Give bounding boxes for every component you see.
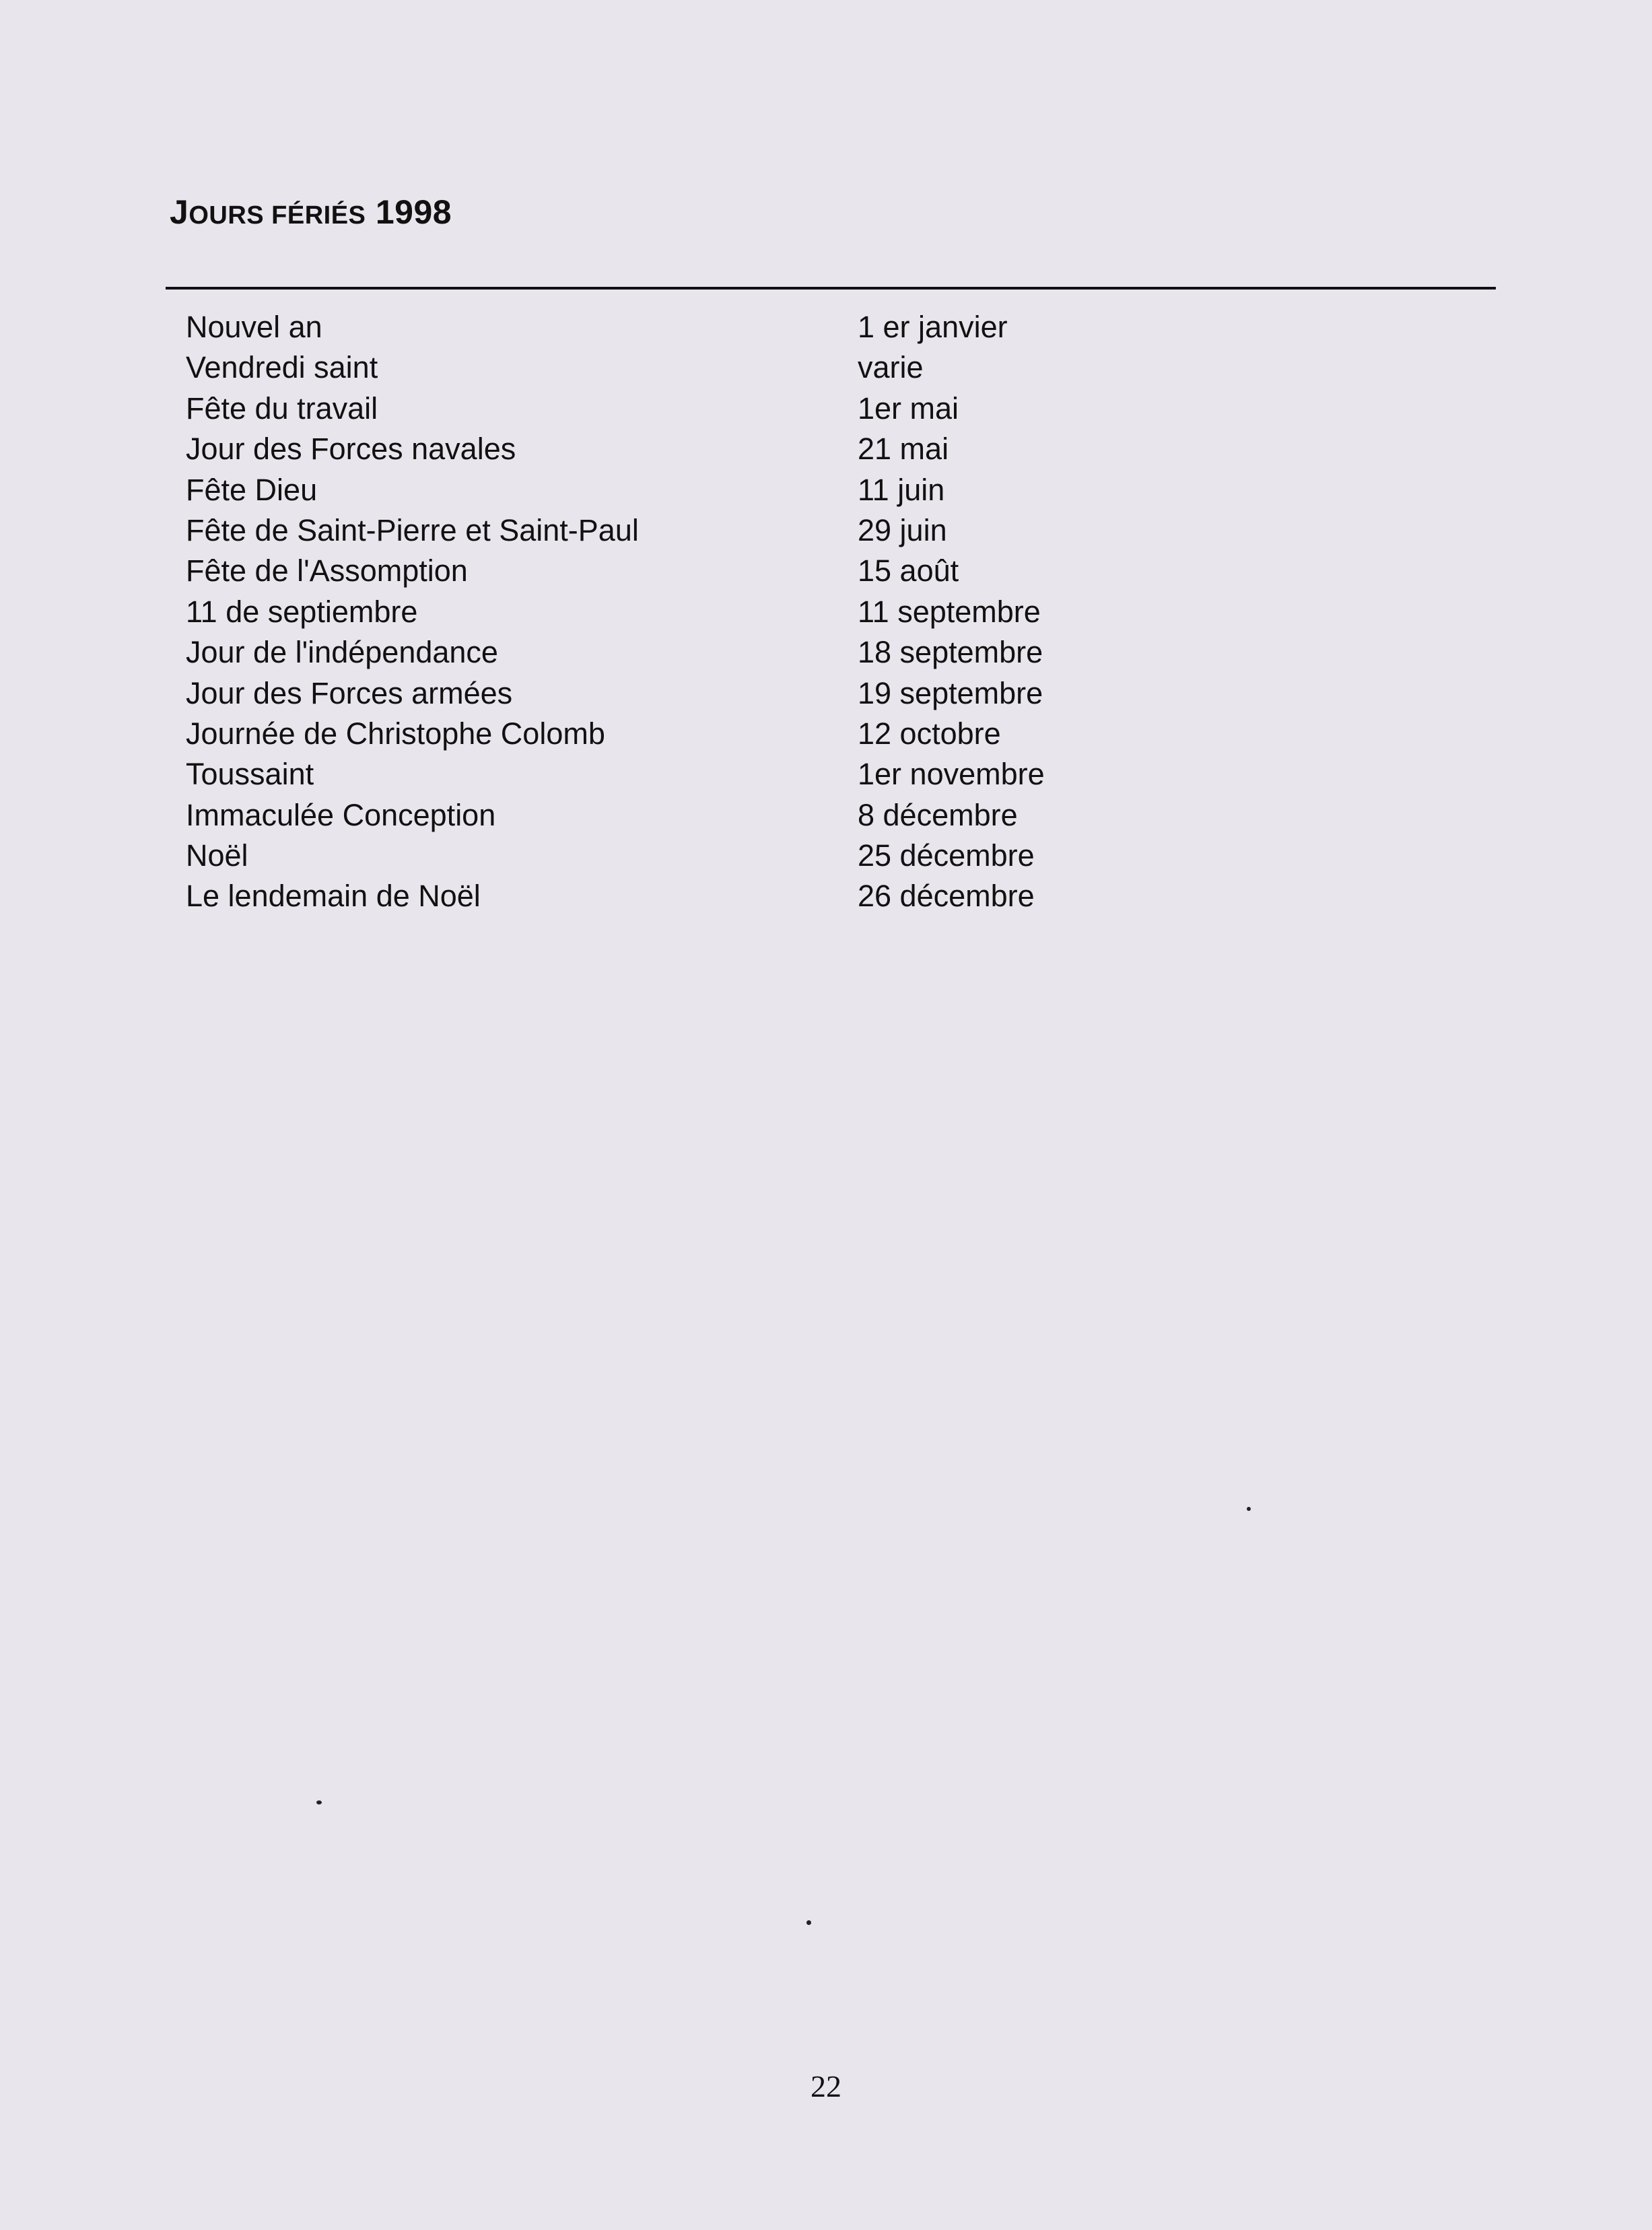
page-number: 22 <box>811 2069 841 2103</box>
holiday-name: Le lendemain de Noël <box>186 879 481 914</box>
title-year: 1998 <box>375 193 452 231</box>
holiday-name: Fête de Saint-Pierre et Saint-Paul <box>186 512 639 547</box>
holiday-date: 29 juin <box>858 512 947 547</box>
holiday-date: 19 septembre <box>858 675 1043 710</box>
title-initial: J <box>170 193 189 231</box>
holiday-name: Fête Dieu <box>186 472 318 507</box>
holiday-row <box>186 429 1128 469</box>
holiday-date: 1 er janvier <box>858 310 1008 344</box>
holiday-name: Journée de Christophe Colomb <box>186 716 605 751</box>
holiday-name: Jour des Forces armées <box>186 675 513 710</box>
holiday-row <box>186 754 1128 795</box>
scan-speck <box>806 1920 811 1925</box>
page-title <box>170 193 452 232</box>
holiday-name: Nouvel an <box>186 310 322 344</box>
holiday-row <box>186 795 1128 836</box>
holiday-name: Jour de l'indépendance <box>186 635 498 670</box>
holiday-row <box>186 714 1128 754</box>
scan-speck <box>1247 1507 1251 1511</box>
holiday-date: 18 septembre <box>858 635 1043 670</box>
holiday-row <box>186 592 1128 632</box>
holiday-name: 11 de septiembre <box>186 594 418 629</box>
holiday-row <box>186 876 1128 916</box>
holiday-date: 21 mai <box>858 432 949 467</box>
holiday-name: Toussaint <box>186 757 314 792</box>
holiday-row <box>186 673 1128 714</box>
holiday-date: varie <box>858 350 924 385</box>
holiday-row <box>186 632 1128 673</box>
holiday-row <box>186 388 1128 429</box>
holiday-date: 12 octobre <box>858 716 1001 751</box>
holiday-row <box>186 836 1128 876</box>
holiday-name: Fête de l'Assomption <box>186 553 468 588</box>
holiday-date: 25 décembre <box>858 838 1035 873</box>
holiday-name: Jour des Forces navales <box>186 432 516 467</box>
holiday-date: 15 août <box>858 553 959 588</box>
holiday-name: Immaculée Conception <box>186 797 496 832</box>
holiday-name: Fête du travail <box>186 391 378 426</box>
title-rest: OURS FÉRIÉS <box>188 201 366 230</box>
holiday-date: 8 décembre <box>858 797 1018 832</box>
holiday-row <box>186 347 1128 388</box>
holiday-date: 26 décembre <box>858 879 1035 914</box>
holiday-date: 1er mai <box>858 391 959 426</box>
holiday-list <box>186 307 1128 917</box>
holiday-name: Vendredi saint <box>186 350 378 385</box>
title-divider <box>166 287 1496 290</box>
holiday-row <box>186 551 1128 591</box>
holiday-date: 11 septembre <box>858 594 1041 629</box>
holiday-row <box>186 510 1128 551</box>
holiday-name: Noël <box>186 838 248 873</box>
holiday-date: 11 juin <box>858 472 945 507</box>
holiday-row <box>186 470 1128 510</box>
holiday-date: 1er novembre <box>858 757 1045 792</box>
scan-speck <box>316 1800 322 1804</box>
holiday-row <box>186 307 1128 347</box>
